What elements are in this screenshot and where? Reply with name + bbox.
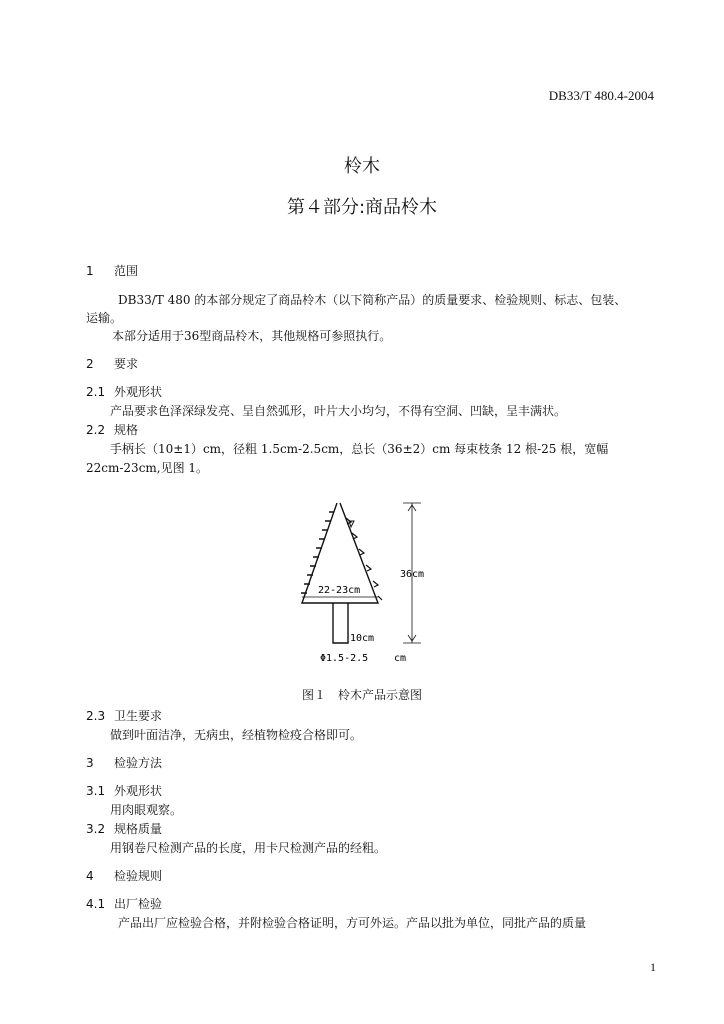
- section-heading-2-1: 2.1 外观形状: [86, 385, 163, 399]
- label-unit: cm: [394, 653, 407, 664]
- section-heading-3-2: 3.2 规格质量: [86, 822, 163, 836]
- paragraph: 本部分适用于36型商品柃木，其他规格可参照执行。: [112, 329, 392, 343]
- paragraph: 22cm-23cm,见图 1。: [86, 461, 209, 475]
- label-diameter: Φ1.5-2.5: [320, 653, 369, 664]
- paragraph: 用肉眼观察。: [110, 803, 183, 817]
- handle-outline: [333, 603, 348, 643]
- label-length: 36cm: [400, 569, 425, 580]
- paragraph: 做到叶面洁净，无病虫，经植物检疫合格即可。: [110, 728, 363, 742]
- page-number: 1: [650, 960, 656, 974]
- document-subtitle: 第４部分:商品柃木: [286, 197, 438, 218]
- label-handle: 10cm: [350, 633, 375, 644]
- section-heading-2-3: 2.3 卫生要求: [86, 709, 163, 723]
- paragraph: 用钢卷尺检测产品的长度，用卡尺检测产品的经粗。: [110, 841, 387, 855]
- section-heading-3: 3 检验方法: [86, 756, 163, 770]
- paragraph: 运输。: [86, 311, 123, 325]
- label-width: 22-23cm: [318, 585, 361, 596]
- section-heading-1: 1 范围: [86, 264, 139, 278]
- paragraph: 产品要求色泽深绿发亮、呈自然弧形，叶片大小均匀，不得有空洞、凹缺，呈丰满状。: [110, 404, 567, 418]
- paragraph: 手柄长（10±1）cm，径粗 1.5cm-2.5cm，总长（36±2）cm 每束枝条 12 根-25 根，宽幅: [110, 442, 609, 456]
- document-title: 柃木: [344, 156, 380, 177]
- paragraph: DB33/T 480 的本部分规定了商品柃木（以下简称产品）的质量要求、检验规则、标志、包装、: [118, 293, 627, 307]
- figure-diagram: [290, 495, 450, 670]
- standard-code: DB33/T 480.4-2004: [548, 88, 654, 103]
- section-heading-4: 4 检验规则: [86, 869, 163, 883]
- figure-1: [290, 495, 450, 670]
- section-heading-2-2: 2.2 规格: [86, 423, 139, 437]
- section-heading-4-1: 4.1 出厂检验: [86, 897, 163, 911]
- paragraph: 产品出厂应检验合格，并附检验合格证明，方可外运。产品以批为单位，同批产品的质量: [118, 916, 587, 930]
- section-heading-3-1: 3.1 外观形状: [86, 784, 163, 798]
- figure-caption: 图１ 柃木产品示意图: [301, 688, 422, 702]
- section-heading-2: 2 要求: [86, 357, 139, 371]
